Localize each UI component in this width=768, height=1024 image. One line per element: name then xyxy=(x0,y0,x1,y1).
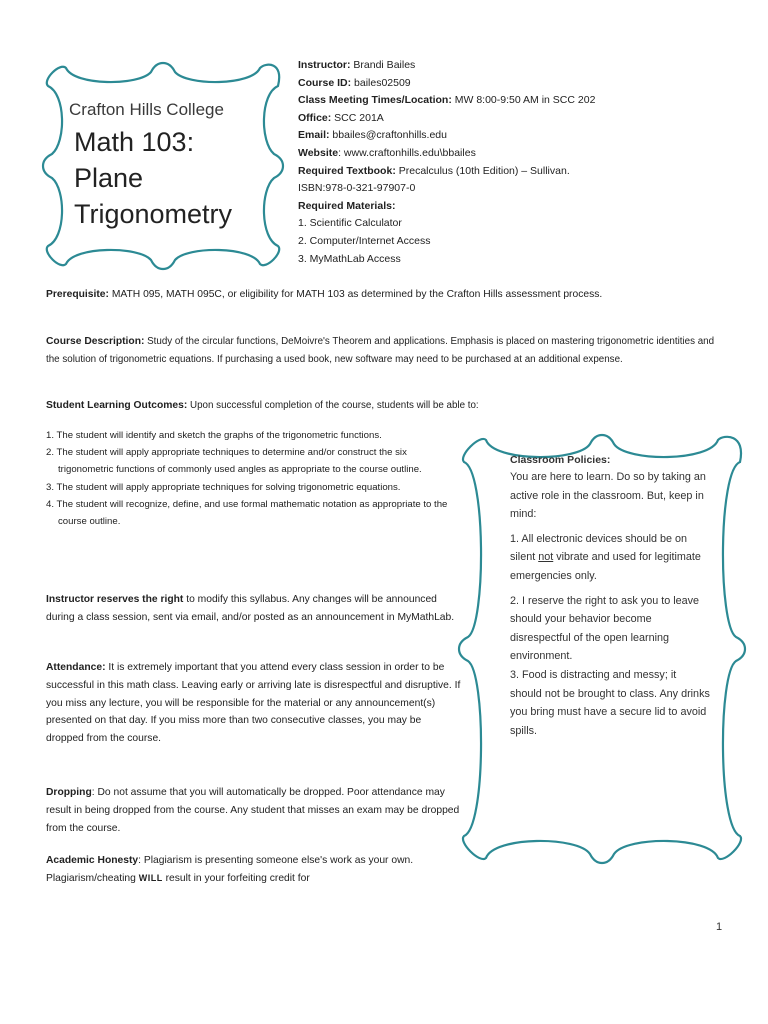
attendance-label: Attendance: xyxy=(46,662,106,673)
course-title-line1: Math 103: xyxy=(74,127,195,157)
course-id-label: Course ID: xyxy=(298,76,352,89)
outcomes-label: Student Learning Outcomes: xyxy=(46,400,188,411)
college-name: Crafton Hills College xyxy=(69,100,224,119)
course-title xyxy=(74,124,232,232)
email-link[interactable]: bbailes@craftonhills.edu xyxy=(329,129,447,142)
dropping-section xyxy=(46,784,461,837)
description-section xyxy=(46,333,726,369)
dropping-label: Dropping xyxy=(46,787,92,798)
attendance-section xyxy=(46,659,461,748)
page-number: 1 xyxy=(716,921,723,933)
policy-item: 2. I reserve the right to ask you to leave should your behavior become disrespectful of the open learning environment. xyxy=(510,594,700,663)
honesty-label: Academic Honesty xyxy=(46,855,139,866)
prerequisite-text: MATH 095, MATH 095C, or eligibility for MATH 103 as determined by the Crafton Hills assessment process. xyxy=(108,289,603,300)
instructor-row xyxy=(298,57,738,75)
instructor-value: Brandi Bailes xyxy=(350,59,416,71)
dropping-text: : Do not assume that you will automatically be dropped. Poor attendance may result in being dropped from the course. Any student that misses an exam may be dropped from the course. xyxy=(46,787,460,834)
attendance-text: It is extremely important that you attend every class session in order to be successful in this math class. Leaving early or arriving late is disrespectful and disruptive. If you miss any lecture, you will be responsible for the material or any announcement(s) presented on that day. If you miss more than two consecutive classes, you may be dropped from the course. xyxy=(46,662,461,745)
material-item: 2. Computer/Internet Access xyxy=(298,234,431,247)
outcome-item: 2. The student will apply appropriate techniques to determine and/or construct the six trigonometric functions of commonly used angles as appropriate to the course outline. xyxy=(46,447,422,476)
outcomes-section xyxy=(46,397,726,415)
website-row xyxy=(298,145,738,163)
policy-item: 3. Food is distracting and messy; it should not be brought to class. Any drinks you bring must have a secure lid to avoid spills. xyxy=(510,668,710,737)
materials-label: Required Materials: xyxy=(298,199,396,212)
rights-label: Instructor reserves the right xyxy=(46,594,184,605)
course-id-value: bailes02509 xyxy=(351,76,411,89)
outcomes-list xyxy=(46,427,456,530)
honesty-text-end: result in your forfeiting credit for xyxy=(162,872,310,884)
outcome-item: 4. The student will recognize, define, and use formal mathematic notation as appropriate to the course outline. xyxy=(46,498,448,528)
rights-section xyxy=(46,591,461,627)
policies-title: Classroom Policies: xyxy=(510,454,611,466)
email-row xyxy=(298,127,738,145)
description-label: Course Description: xyxy=(46,336,145,347)
rights-text: to modify this syllabus. Any changes will be announced during a class session, sent via email, and/or posted as an announcement in MyMathLab. xyxy=(46,594,455,623)
outcomes-intro: Upon successful completion of the course, students will be able to: xyxy=(187,400,479,411)
office-value: SCC 201A xyxy=(331,111,384,124)
course-title-line3: Trigonometry xyxy=(74,199,233,229)
meeting-value: MW 8:00-9:50 AM in SCC 202 xyxy=(451,94,596,107)
course-id-row xyxy=(298,75,738,93)
textbook-value: Precalculus (10th Edition) – Sullivan. xyxy=(395,164,570,177)
course-title-line2: Plane xyxy=(74,163,144,193)
prerequisite-label: Prerequisite: xyxy=(46,289,109,300)
policies-intro: You are here to learn. Do so by taking an active role in the classroom. But, keep in mind: xyxy=(510,471,706,521)
honesty-will: WILL xyxy=(138,872,163,883)
honesty-section xyxy=(46,852,461,888)
website-link[interactable]: : www.craftonhills.edu\bbailes xyxy=(338,146,476,159)
email-label: Email: xyxy=(298,129,330,142)
office-label: Office: xyxy=(298,111,332,124)
classroom-policies xyxy=(510,452,710,740)
description-text: Study of the circular functions, DeMoivre's Theorem and applications. Emphasis is placed on mastering trigonometric identities and the solution of trigonometric equations. If purchasing a used book, new software may need to be purchased at an additional expense. xyxy=(46,336,715,365)
material-item: 1. Scientific Calculator xyxy=(298,217,402,230)
textbook-label: Required Textbook: xyxy=(298,164,396,177)
isbn-row: ISBN:978-0-321-97907-0 xyxy=(298,182,416,195)
material-item: 3. MyMathLab Access xyxy=(298,252,401,265)
meeting-row xyxy=(298,92,738,110)
policy-item: 1. All electronic devices should be on silent not vibrate and used for legitimate emergencies only. xyxy=(510,532,701,582)
prerequisite-section xyxy=(46,286,726,304)
outcome-item: 1. The student will identify and sketch the graphs of the trigonometric functions. xyxy=(46,430,382,441)
website-label: Website xyxy=(298,146,339,159)
office-row xyxy=(298,110,738,128)
honesty-text: : Plagiarism is presenting someone else's work as your own. Plagiarism/cheating xyxy=(46,855,414,884)
meeting-label: Class Meeting Times/Location: xyxy=(298,94,452,107)
instructor-label: Instructor: xyxy=(298,59,351,71)
outcome-item: 3. The student will apply appropriate techniques for solving trigonometric equations. xyxy=(46,481,401,493)
course-info xyxy=(298,57,738,268)
textbook-row xyxy=(298,163,738,181)
